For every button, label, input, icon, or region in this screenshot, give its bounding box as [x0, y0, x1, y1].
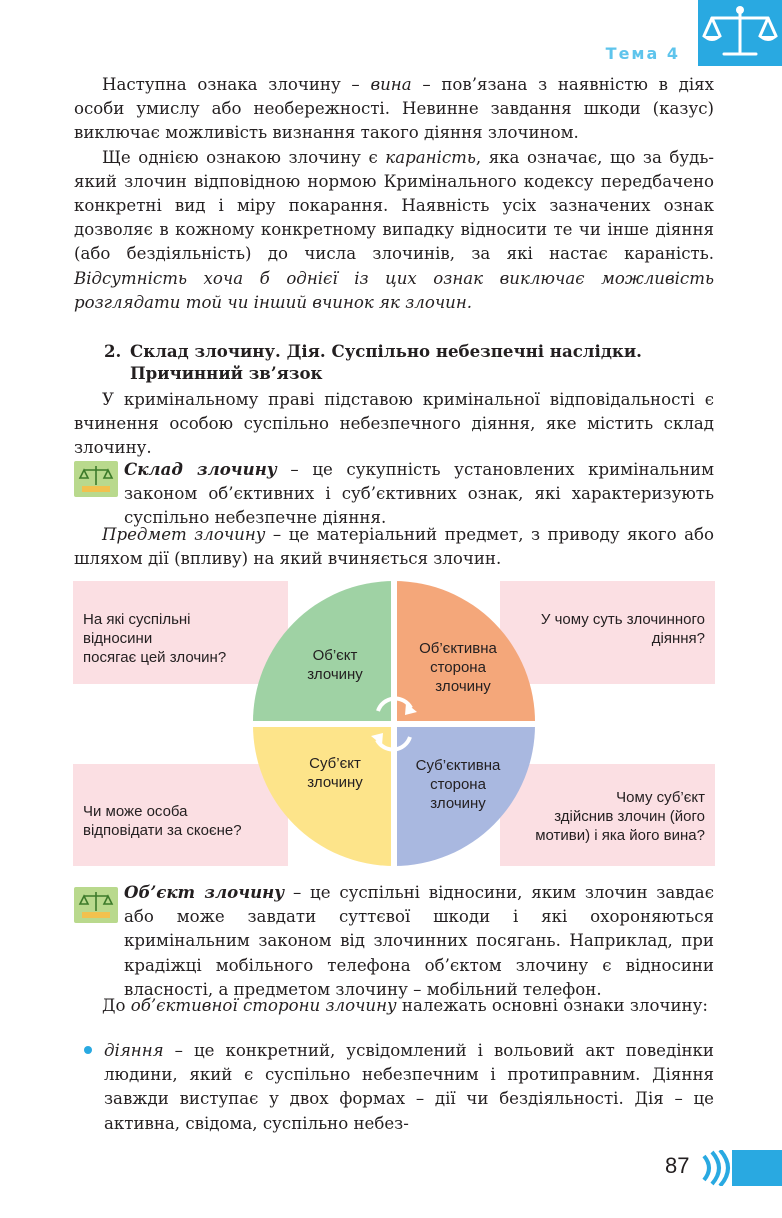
question-bottom-left: Чи може особа відповідати за скоєне? [83, 803, 242, 839]
intro-text [74, 73, 714, 315]
page-number: 87 [665, 1153, 690, 1178]
quadrant-label: Об’єктивна [419, 640, 497, 657]
definition-block: Склад злочину – це сукупність установлених кримінальним законом об’єктивних і суб’єктивних ознак, які характеризують суспільно небезпечне діяння. [124, 459, 714, 528]
crime-composition-diagram [73, 581, 715, 866]
term: діяння [104, 1041, 164, 1060]
quadrant-label: сторона [430, 659, 486, 676]
quadrant-label: Суб’єктивна [415, 757, 501, 774]
scales-icon [698, 0, 782, 66]
term: караність [385, 147, 476, 167]
paragraph: Ще однією ознакою злочину є караність, яка означає, що за будь-який злочин відповідною нормою Кримінального кодексу передбачено конкретні вид і міру покарання. Наявність усіх зазначених ознак дозволяє в кожному конкретному випадку відносити те чи інше діяння (або бездіяльність) до числа злочинів, за які настає караність. Відсутність хоча б однієї із цих ознак виключає можливість розглядати той чи інший вчинок як злочин. [74, 147, 714, 312]
definition-block: Об’єкт злочину – це суспільні відносини, яким злочин завдає або може завдати суттєвої шкоди і які охороняються кримінальним законом від злочинних посягань. Наприклад, при крадіжці мобільного телефона об’єктом злочину є відносини власності, а предметом злочину – мобільний телефон. [124, 882, 714, 999]
bullet-icon [84, 1046, 92, 1054]
paragraph: До об’єктивної сторони злочину належать основні ознаки злочину: [102, 996, 708, 1015]
quadrant-label: злочину [430, 795, 486, 812]
quadrant-label: Об’єкт [312, 647, 358, 664]
topic-label: Тема 4 [605, 44, 680, 63]
paragraph: Предмет злочину – це матеріальний предмет, з приводу якого або шляхом дії (впливу) на який вчиняється злочин. [74, 525, 714, 569]
question-top-left: На які суспільні відносини посягає цей злочин? [83, 611, 227, 666]
paragraph: У кримінальному праві підставою кримінальної відповідальності є вчинення особою суспільно небезпечного діяння, яке містить склад злочину. [74, 390, 714, 458]
question-top-right: У чому суть злочинного діяння? [540, 611, 705, 647]
quadrant-label: злочину [307, 666, 363, 683]
paragraph: Наступна ознака злочину – вина – пов’язана з наявністю в діях особи умислу або необережності. Невинне завдання шкоди (казус) виключає можливість визнання такого діяння злочином. [74, 75, 715, 143]
quadrant-label: злочину [307, 774, 363, 791]
term: вина [370, 75, 412, 94]
header-tab [698, 0, 782, 66]
term: об’єктивної сторони злочину [130, 996, 397, 1015]
section-heading: 2. Склад злочину. Дія. Суспільно небезпечні наслідки. Причинний зв’язок [104, 341, 642, 383]
page-corner-waves-icon [700, 1150, 782, 1186]
quadrant-circle [73, 581, 715, 866]
term: Склад злочину [124, 459, 277, 479]
quadrant-subject [253, 724, 394, 866]
term: Об’єкт злочину [124, 882, 285, 902]
quadrant-label: Суб’єкт [309, 755, 361, 772]
list-item: діяння – це конкретний, усвідомлений і вольовий акт поведінки людини, який є суспільно небезпечним і протиправним. Діяння завжди виступає у двох формах – дії чи бездіяльності. Дія – це активна, свідома, суспільно небез- [104, 1041, 714, 1133]
quadrant-label: сторона [430, 776, 486, 793]
quadrant-label: злочину [435, 678, 491, 695]
term: Предмет злочину [102, 525, 266, 544]
question-bottom-right: Чому суб’єкт здійснив злочин (його мотиви) і яка його вина? [535, 789, 705, 844]
